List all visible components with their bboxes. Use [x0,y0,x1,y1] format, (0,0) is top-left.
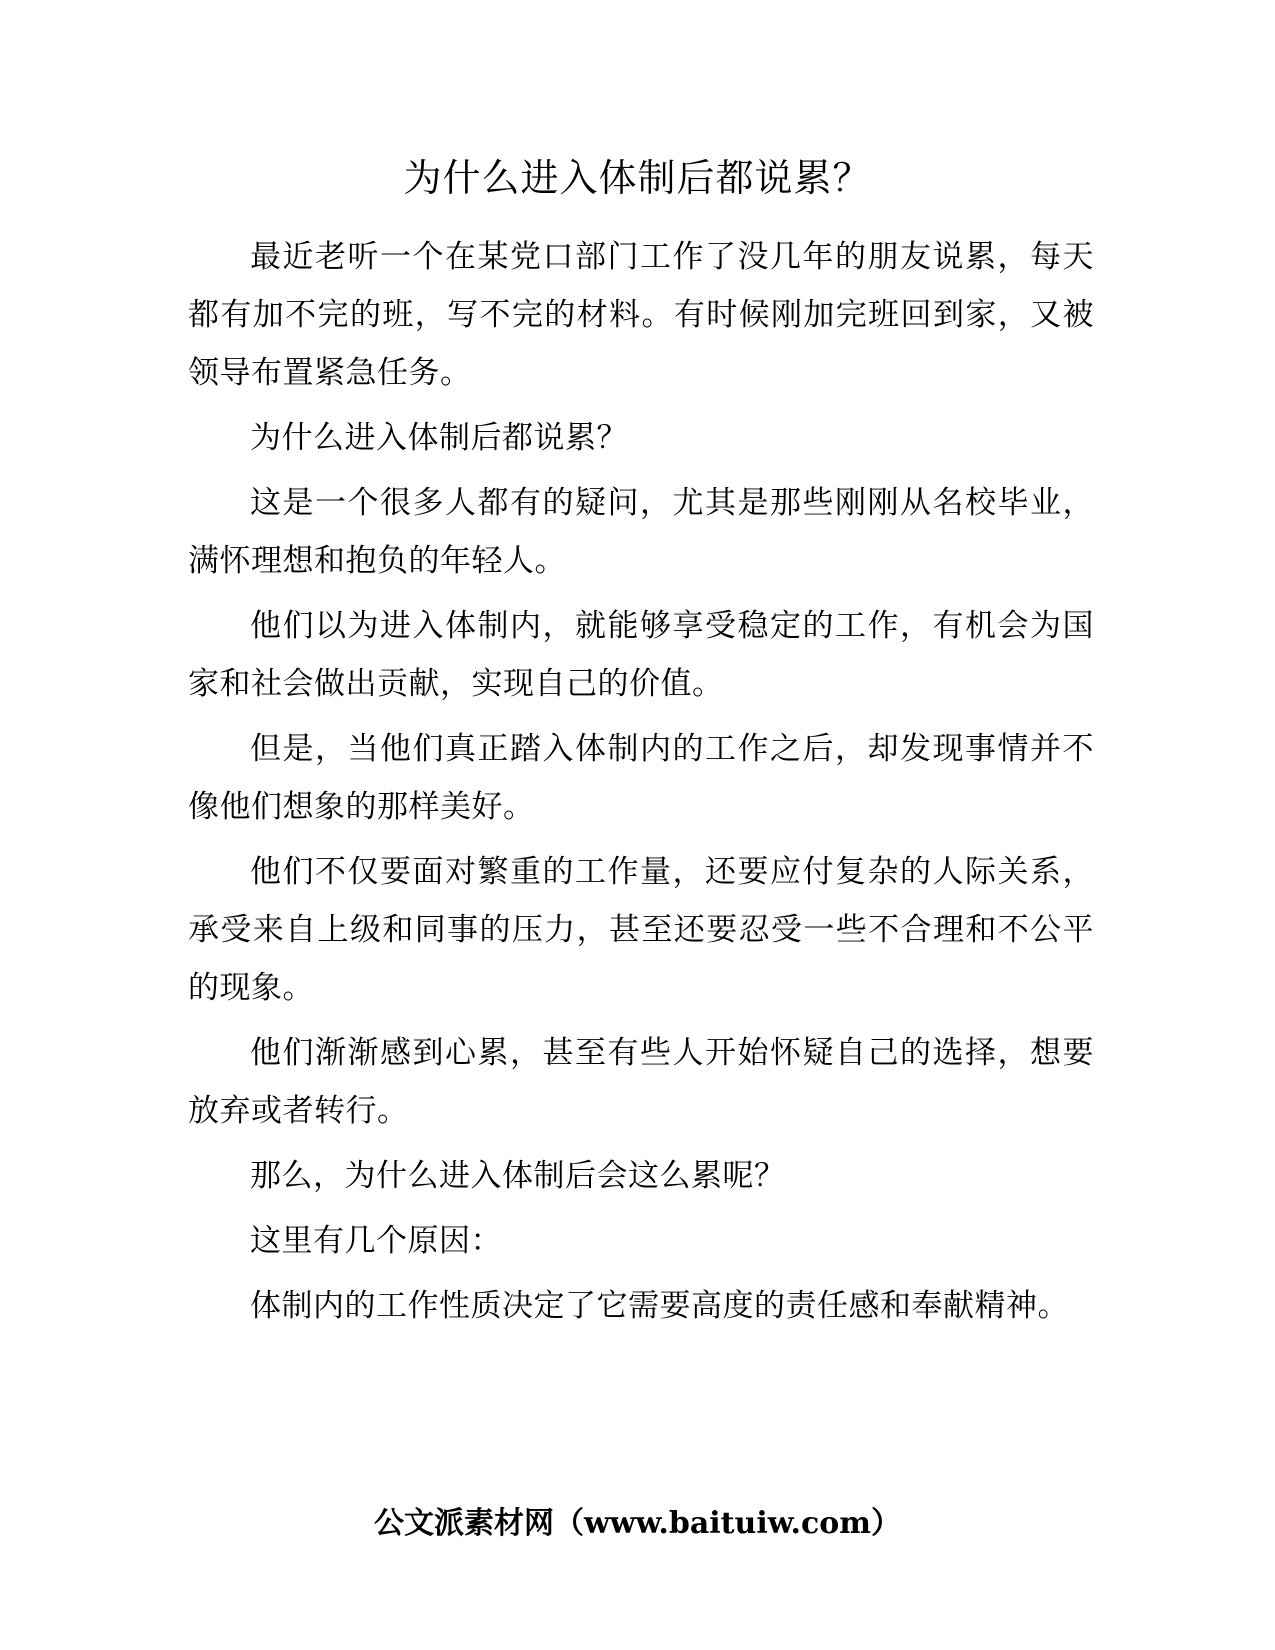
paragraph: 他们不仅要面对繁重的工作量，还要应付复杂的人际关系，承受来自上级和同事的压力，甚至还要忍受一些不合理和不公平的现象。 [188,854,1094,1006]
paragraph: 体制内的工作性质决定了它需要高度的责任感和奉献精神。 [250,1288,1069,1324]
paragraph: 他们以为进入体制内，就能够享受稳定的工作，有机会为国家和社会做出贡献，实现自己的价值。 [188,608,1094,702]
paragraph: 但是，当他们真正踏入体制内的工作之后，却发现事情并不像他们想象的那样美好。 [188,731,1094,825]
paragraph: 那么，为什么进入体制后会这么累呢？ [250,1158,786,1194]
document-title: 为什么进入体制后都说累？ [403,156,872,200]
footer-source: 公文派素材网（www.baituiw.com） [373,1506,902,1541]
paragraph: 为什么进入体制后都说累？ [250,420,628,456]
paragraph: 最近老听一个在某党口部门工作了没几年的朋友说累，每天都有加不完的班，写不完的材料。有时候刚加完班回到家，又被领导布置紧急任务。 [188,239,1094,391]
document-body [188,228,1094,1342]
paragraph: 这是一个很多人都有的疑问，尤其是那些刚刚从名校毕业，满怀理想和抱负的年轻人。 [188,485,1094,579]
paragraph: 他们渐渐感到心累，甚至有些人开始怀疑自己的选择，想要放弃或者转行。 [188,1035,1094,1129]
paragraph: 这里有几个原因： [250,1223,502,1259]
